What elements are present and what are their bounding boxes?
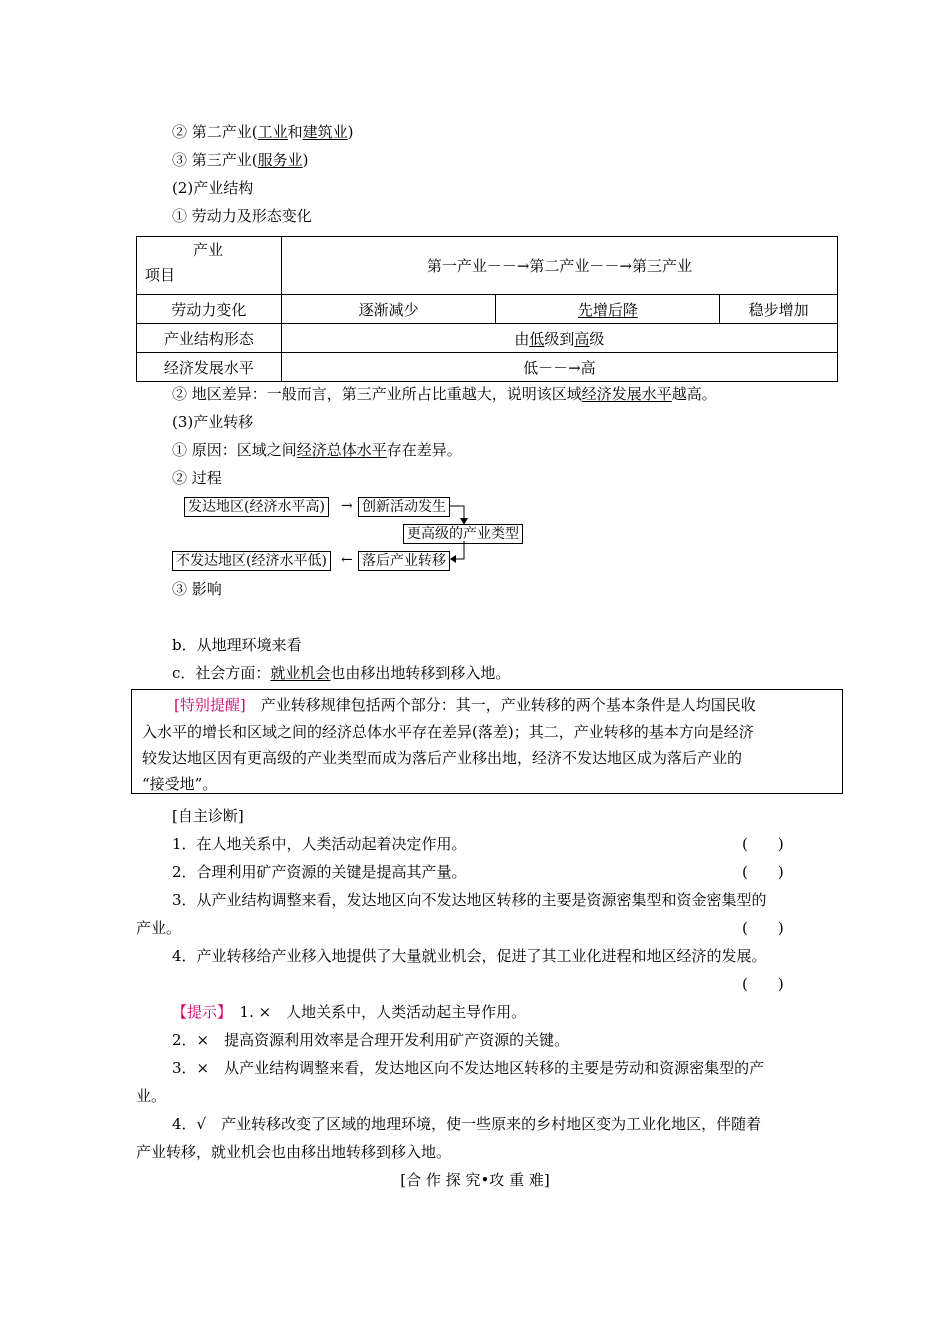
effects-heading: ③ 影响 <box>172 580 222 598</box>
reminder-line-2: 入水平的增长和区域之间的经济总体水平存在差异(落差)；其二，产业转移的基本方向是经济 <box>142 723 754 741</box>
text: 和 <box>287 123 303 141</box>
self-diagnosis-heading: [自主诊断] <box>172 807 244 825</box>
answer-blank: ( ) <box>742 975 784 993</box>
answer-blank: ( ) <box>742 835 784 853</box>
industry-transfer-heading: (3)产业转移 <box>172 413 254 431</box>
diagonal-header-cell <box>137 237 282 295</box>
industry-flow-header: 第一产业－－→第二产业－－→第三产业 <box>281 237 837 295</box>
underlined-term: 服务业 <box>257 151 303 169</box>
underlined-term: 经济总体水平 <box>296 441 387 459</box>
process-heading: ② 过程 <box>172 469 222 487</box>
question-1: 1．在人地关系中，人类活动起着决定作用。 <box>172 835 467 853</box>
industry-structure-heading: (2)产业结构 <box>172 179 254 197</box>
underlined-term: 经济发展水平 <box>581 385 672 403</box>
labor-form-heading: ① 劳动力及形态变化 <box>172 207 312 225</box>
labor-secondary-cell <box>496 295 720 324</box>
text: ) <box>302 151 309 169</box>
special-reminder-box <box>131 689 843 794</box>
underlined-term: 先增后降 <box>577 300 638 319</box>
text: 产业转移规律包括两个部分：其一，产业转移的两个基本条件是人均国民收 <box>260 696 756 714</box>
backward-industry-box: 落后产业转移 <box>358 551 450 571</box>
text: ③ 第三产业( <box>172 151 258 169</box>
regional-difference-line <box>172 384 717 404</box>
text: 1. × 人地关系中，人类活动起主导作用。 <box>239 1003 527 1021</box>
row-label-structure: 产业结构形态 <box>137 324 282 353</box>
effect-geography-line: b．从地理环境来看 <box>172 636 302 654</box>
text: 级 <box>589 329 605 348</box>
industry-structure-table <box>136 236 838 382</box>
question-3-line-2: 产业。 <box>136 919 182 937</box>
text: 由 <box>514 329 530 348</box>
hint-3-line-2: 业。 <box>136 1087 167 1105</box>
reminder-line-3: 较发达地区因有更高级的产业类型而成为落后产业移出地，经济不发达地区成为落后产业的 <box>142 749 743 767</box>
underlined-term: 低 <box>529 329 545 348</box>
reminder-line-4: “接受地”。 <box>142 775 218 793</box>
text: ) <box>347 123 354 141</box>
higher-industry-box: 更高级的产业类型 <box>403 524 523 544</box>
effect-society-line <box>172 663 510 683</box>
text: ② 地区差异：一般而言，第三产业所占比重越大，说明该区域 <box>172 385 582 403</box>
text: 存在差异。 <box>386 441 462 459</box>
hint-4-line-2: 产业转移，就业机会也由移出地转移到移入地。 <box>136 1143 452 1161</box>
text: c．社会方面： <box>172 664 271 682</box>
underlined-term: 工业 <box>257 123 288 141</box>
answer-blank: ( ) <box>742 863 784 881</box>
structure-value-cell <box>281 324 837 353</box>
header-item-label: 项目 <box>145 266 176 284</box>
secondary-industry-line <box>172 122 354 142</box>
text: 越高。 <box>671 385 717 403</box>
text: 也由移出地转移到移入地。 <box>330 664 511 682</box>
economy-value-cell: 低－－→高 <box>281 353 837 382</box>
underlined-term: 高 <box>574 329 590 348</box>
row-label-economy: 经济发展水平 <box>137 353 282 382</box>
cooperative-inquiry-heading: [合 作 探 究•攻 重 难] <box>400 1171 550 1189</box>
text: ① 原因：区域之间 <box>172 441 297 459</box>
labor-tertiary-cell: 稳步增加 <box>720 295 838 324</box>
header-industry-label: 产业 <box>193 241 224 259</box>
question-4: 4．产业转移给产业移入地提供了大量就业机会，促进了其工业化进程和地区经济的发展。 <box>172 947 767 965</box>
reminder-tag: [特别提醒] <box>174 696 246 714</box>
labor-primary-cell: 逐渐减少 <box>281 295 496 324</box>
arrow-right-icon: → <box>341 498 353 514</box>
row-label-labor: 劳动力变化 <box>137 295 282 324</box>
text: 级到 <box>544 329 575 348</box>
arrow-left-icon: ← <box>341 552 353 568</box>
transfer-reason-line <box>172 440 462 460</box>
question-3-line-1: 3．从产业结构调整来看，发达地区向不发达地区转移的主要是资源密集型和资金密集型的 <box>172 891 767 909</box>
developed-region-box: 发达地区(经济水平高) <box>184 497 329 517</box>
tertiary-industry-line <box>172 150 309 170</box>
hint-3-line-1: 3．× 从产业结构调整来看，发达地区向不发达地区转移的主要是劳动和资源密集型的产 <box>172 1059 765 1077</box>
text: ② 第二产业( <box>172 123 258 141</box>
hint-tag: 【提示】 <box>172 1003 225 1021</box>
underlined-term: 建筑业 <box>302 123 348 141</box>
hint-2: 2．× 提高资源利用效率是合理开发利用矿产资源的关键。 <box>172 1031 570 1049</box>
question-2: 2．合理利用矿产资源的关键是提高其产量。 <box>172 863 467 881</box>
answer-blank: ( ) <box>742 919 784 937</box>
connector-back-icon <box>450 541 474 567</box>
undeveloped-region-box: 不发达地区(经济水平低) <box>172 551 331 571</box>
reminder-line-1 <box>174 690 838 720</box>
hint-4-line-1: 4．√ 产业转移改变了区域的地理环境，使一些原来的乡村地区变为工业化地区，伴随着 <box>172 1115 762 1133</box>
underlined-term: 就业机会 <box>270 664 331 682</box>
innovation-box: 创新活动发生 <box>358 497 450 517</box>
hint-1 <box>172 1002 526 1022</box>
